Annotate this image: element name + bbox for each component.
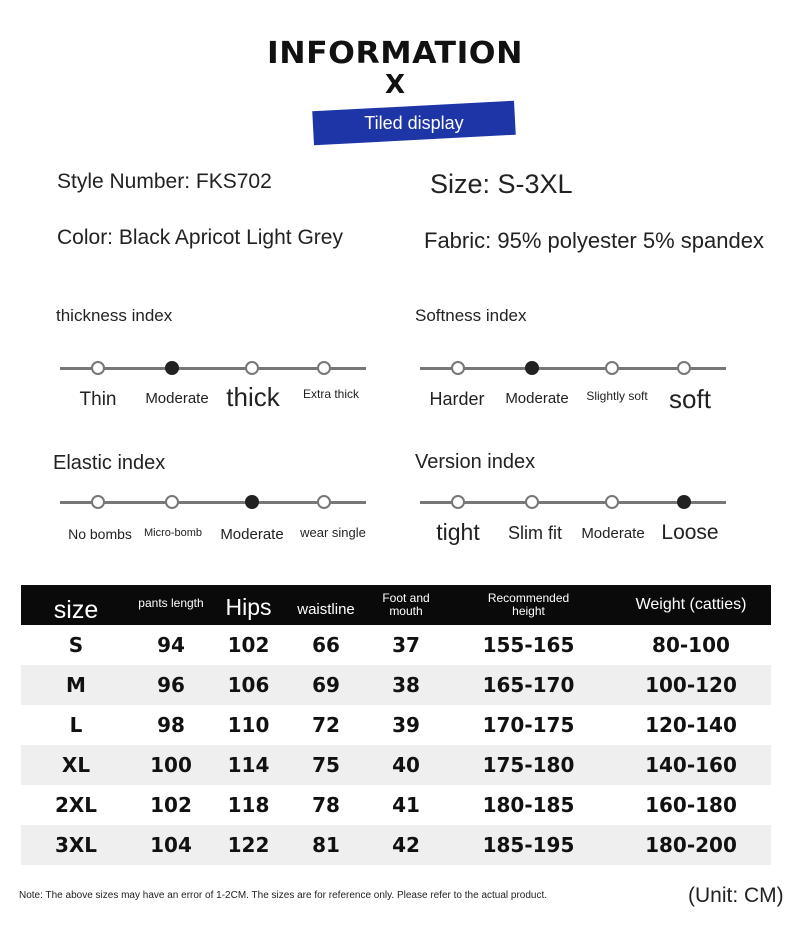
cell-pants-length: 104 [131,825,211,865]
cell-hips: 118 [227,793,270,817]
scale-dot [525,495,539,509]
header-recommended-height: Recommended height [446,585,611,625]
color-options: Color: Black Apricot Light Grey [57,226,343,249]
scale-label: thick [226,382,280,412]
cell-recommended-height: 180-185 [482,793,575,817]
scale-label: Slim fit [508,523,562,543]
cell-size: M [21,665,131,705]
size-range: Size: S-3XL [430,169,573,199]
footnote: Note: The above sizes may have an error of 1-2CM. The sizes are for reference only. Please refer to the actual product. [19,890,548,901]
table-row [21,745,771,785]
cell-waistline: 66 [312,633,340,657]
cell-recommended-height: 175-180 [446,745,611,785]
scale-dot [91,495,105,509]
cell-hips: 110 [227,713,270,737]
scale-dot [165,495,179,509]
elastic-scale [60,501,366,561]
cell-waistline: 75 [286,745,366,785]
scale-label: Slightly soft [586,389,648,403]
cell-pants-length: 100 [131,745,211,785]
header-pants-length: pants length [131,585,211,625]
cell-hips: 106 [211,665,286,705]
scale-label: tight [436,519,480,545]
cell-recommended-height: 170-175 [482,713,575,737]
scale-label: Moderate [220,526,284,543]
page-title: INFORMATION [266,36,524,71]
cross-mark: X [384,70,406,100]
header-waistline: waistline [286,585,366,625]
cell-foot-and-mouth: 41 [392,793,420,817]
fabric-composition: Fabric: 95% polyester 5% spandex [424,228,764,253]
header-weight: Weight (catties) [611,585,771,625]
table-row [21,785,771,825]
softness-scale [420,367,726,427]
cell-waistline: 78 [312,793,340,817]
scale-label: Loose [661,521,719,544]
scale-label: Moderate [581,525,645,542]
cell-foot-and-mouth: 39 [392,713,420,737]
scale-dot [91,361,105,375]
cell-size: XL [21,745,131,785]
cell-pants-length: 96 [131,665,211,705]
cell-recommended-height: 155-165 [482,633,575,657]
thickness-scale [60,367,366,427]
cell-size: 2XL [54,793,98,817]
cell-waistline: 69 [286,665,366,705]
cell-size: L [69,713,83,737]
cell-weight: 140-160 [611,745,771,785]
cell-weight: 120-140 [645,713,737,737]
scale-dot [165,361,179,375]
scale-dot [317,361,331,375]
elastic-index-title: Elastic index [53,452,166,474]
table-row [21,625,771,665]
cell-hips: 114 [211,745,286,785]
scale-dot [605,495,619,509]
cell-foot-and-mouth: 40 [366,745,446,785]
version-index-title: Version index [415,451,536,473]
cell-size: 3XL [21,825,131,865]
cell-waistline: 81 [286,825,366,865]
cell-weight: 100-120 [611,665,771,705]
banner-text: Tiled display [364,113,464,133]
scale-dot [525,361,539,375]
scale-dot [317,495,331,509]
cell-recommended-height: 185-195 [446,825,611,865]
scale-dot [451,495,465,509]
softness-index-title: Softness index [415,306,527,325]
unit-label: (Unit: CM) [688,884,784,907]
cell-recommended-height: 165-170 [446,665,611,705]
scale-dot [677,495,691,509]
cell-size: S [68,633,84,657]
scale-label: Micro-bomb [143,527,203,539]
scale-label: Moderate [145,390,209,407]
scale-label: Thin [79,389,117,410]
scale-label: Extra thick [302,387,360,401]
cell-hips: 122 [211,825,286,865]
table-row [21,705,771,745]
cell-weight: 80-100 [652,633,730,657]
header-size: size [21,585,131,625]
cell-foot-and-mouth: 42 [366,825,446,865]
cell-weight: 180-200 [611,825,771,865]
scale-dot [451,361,465,375]
thickness-index-title: thickness index [56,306,173,325]
cell-pants-length: 102 [150,793,192,817]
version-scale [420,501,726,561]
header-hips: Hips [211,585,286,625]
style-number: Style Number: FKS702 [57,170,272,193]
scale-label: soft [669,384,711,414]
scale-dot [605,361,619,375]
cell-pants-length: 94 [157,633,185,657]
scale-label: Harder [429,389,485,409]
scale-label: No bombs [68,526,132,542]
cell-pants-length: 98 [157,713,185,737]
cell-hips: 102 [227,633,270,657]
table-row [21,825,771,865]
header-foot-and-mouth: Foot and mouth [366,585,446,625]
cell-foot-and-mouth: 38 [366,665,446,705]
cell-waistline: 72 [312,713,340,737]
scale-label: wear single [300,525,366,540]
scale-label: Moderate [505,390,569,407]
scale-dot [245,361,259,375]
cell-foot-and-mouth: 37 [392,633,420,657]
table-header-row [21,585,771,625]
scale-dot [245,495,259,509]
size-table [21,585,771,865]
cell-weight: 160-180 [645,793,737,817]
scale-dot [677,361,691,375]
table-row [21,665,771,705]
